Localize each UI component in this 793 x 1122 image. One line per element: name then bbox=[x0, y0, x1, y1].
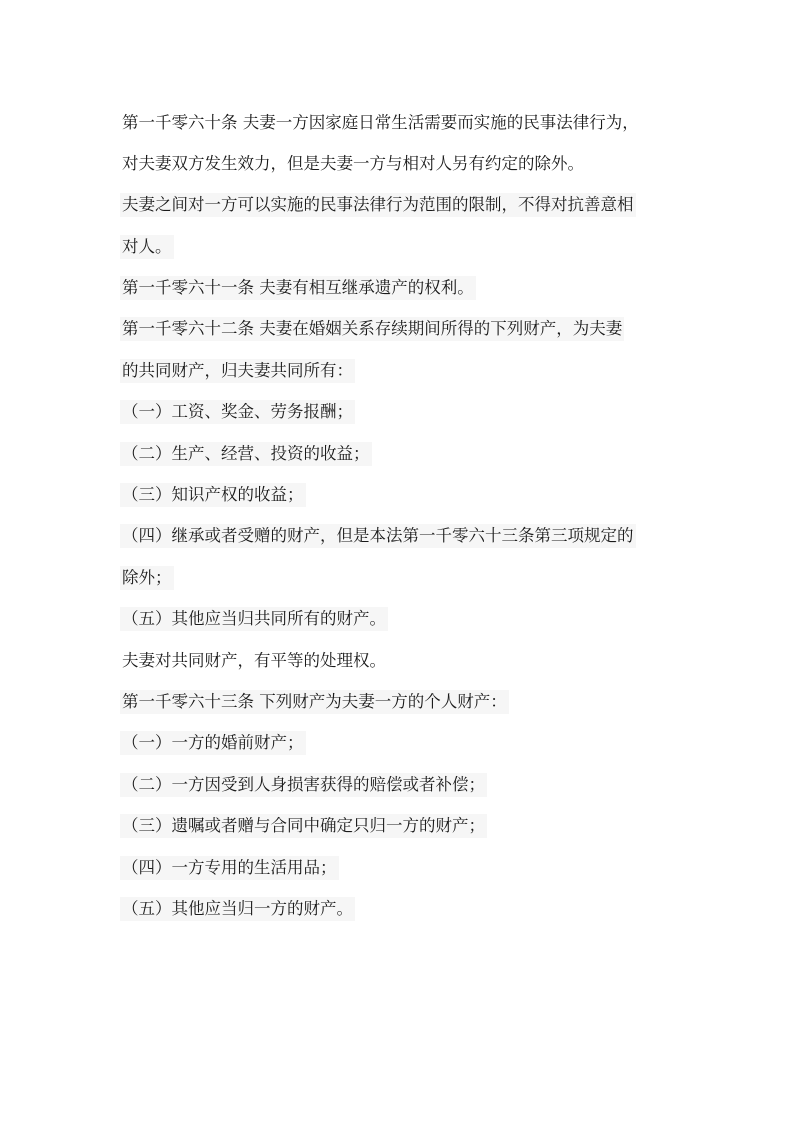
article-1063-item-2 bbox=[120, 763, 680, 804]
text-line: （一）工资、奖金、劳务报酬； bbox=[120, 400, 355, 424]
article-1063-item-3 bbox=[120, 805, 680, 846]
article-1062-item-4-line-1 bbox=[120, 515, 680, 556]
text-line: （五）其他应当归一方的财产。 bbox=[120, 897, 355, 921]
article-1063-item-4 bbox=[120, 846, 680, 887]
article-1062-item-4-line-2 bbox=[120, 556, 680, 597]
article-1063-line bbox=[120, 680, 680, 721]
article-1060-line-2 bbox=[120, 142, 680, 183]
article-1060-line-1 bbox=[120, 101, 680, 142]
text-line: 对人。 bbox=[120, 235, 174, 259]
article-1060-line-4 bbox=[120, 225, 680, 266]
text-line: （三）知识产权的收益； bbox=[120, 483, 306, 507]
text-line: 第一千零六十条 夫妻一方因家庭日常生活需要而实施的民事法律行为， bbox=[122, 112, 639, 132]
article-1062-item-2 bbox=[120, 432, 680, 473]
article-1062-item-1 bbox=[120, 391, 680, 432]
article-1063-item-5 bbox=[120, 887, 680, 928]
text-line: （一）一方的婚前财产； bbox=[120, 731, 306, 755]
text-line: （四）一方专用的生活用品； bbox=[120, 856, 339, 880]
text-line: 第一千零六十三条 下列财产为夫妻一方的个人财产： bbox=[120, 690, 509, 714]
text-line: （二）一方因受到人身损害获得的赔偿或者补偿； bbox=[120, 773, 487, 797]
text-line: （四）继承或者受赠的财产，但是本法第一千零六十三条第三项规定的 bbox=[120, 524, 636, 548]
text-line: 除外； bbox=[120, 566, 174, 590]
article-1061-line bbox=[120, 267, 680, 308]
text-line: 第一千零六十一条 夫妻有相互继承遗产的权利。 bbox=[120, 276, 476, 300]
text-line: （三）遗嘱或者赠与合同中确定只归一方的财产； bbox=[120, 814, 487, 838]
article-1062-item-5 bbox=[120, 598, 680, 639]
article-1062-closing bbox=[120, 639, 680, 680]
text-line: （五）其他应当归共同所有的财产。 bbox=[120, 607, 388, 631]
article-1063-item-1 bbox=[120, 722, 680, 763]
article-1062-line-2 bbox=[120, 349, 680, 390]
article-1062-line-1 bbox=[120, 308, 680, 349]
text-line: 第一千零六十二条 夫妻在婚姻关系存续期间所得的下列财产，为夫妻 bbox=[120, 317, 624, 341]
text-line: （二）生产、经营、投资的收益； bbox=[120, 442, 372, 466]
document-body bbox=[120, 101, 680, 929]
text-line: 的共同财产，归夫妻共同所有： bbox=[120, 359, 355, 383]
article-1062-item-3 bbox=[120, 474, 680, 515]
article-1060-line-3 bbox=[120, 184, 680, 225]
text-line: 夫妻对共同财产，有平等的处理权。 bbox=[122, 650, 386, 670]
text-line: 对夫妻双方发生效力，但是夫妻一方与相对人另有约定的除外。 bbox=[122, 153, 584, 173]
text-line: 夫妻之间对一方可以实施的民事法律行为范围的限制，不得对抗善意相 bbox=[120, 193, 636, 217]
